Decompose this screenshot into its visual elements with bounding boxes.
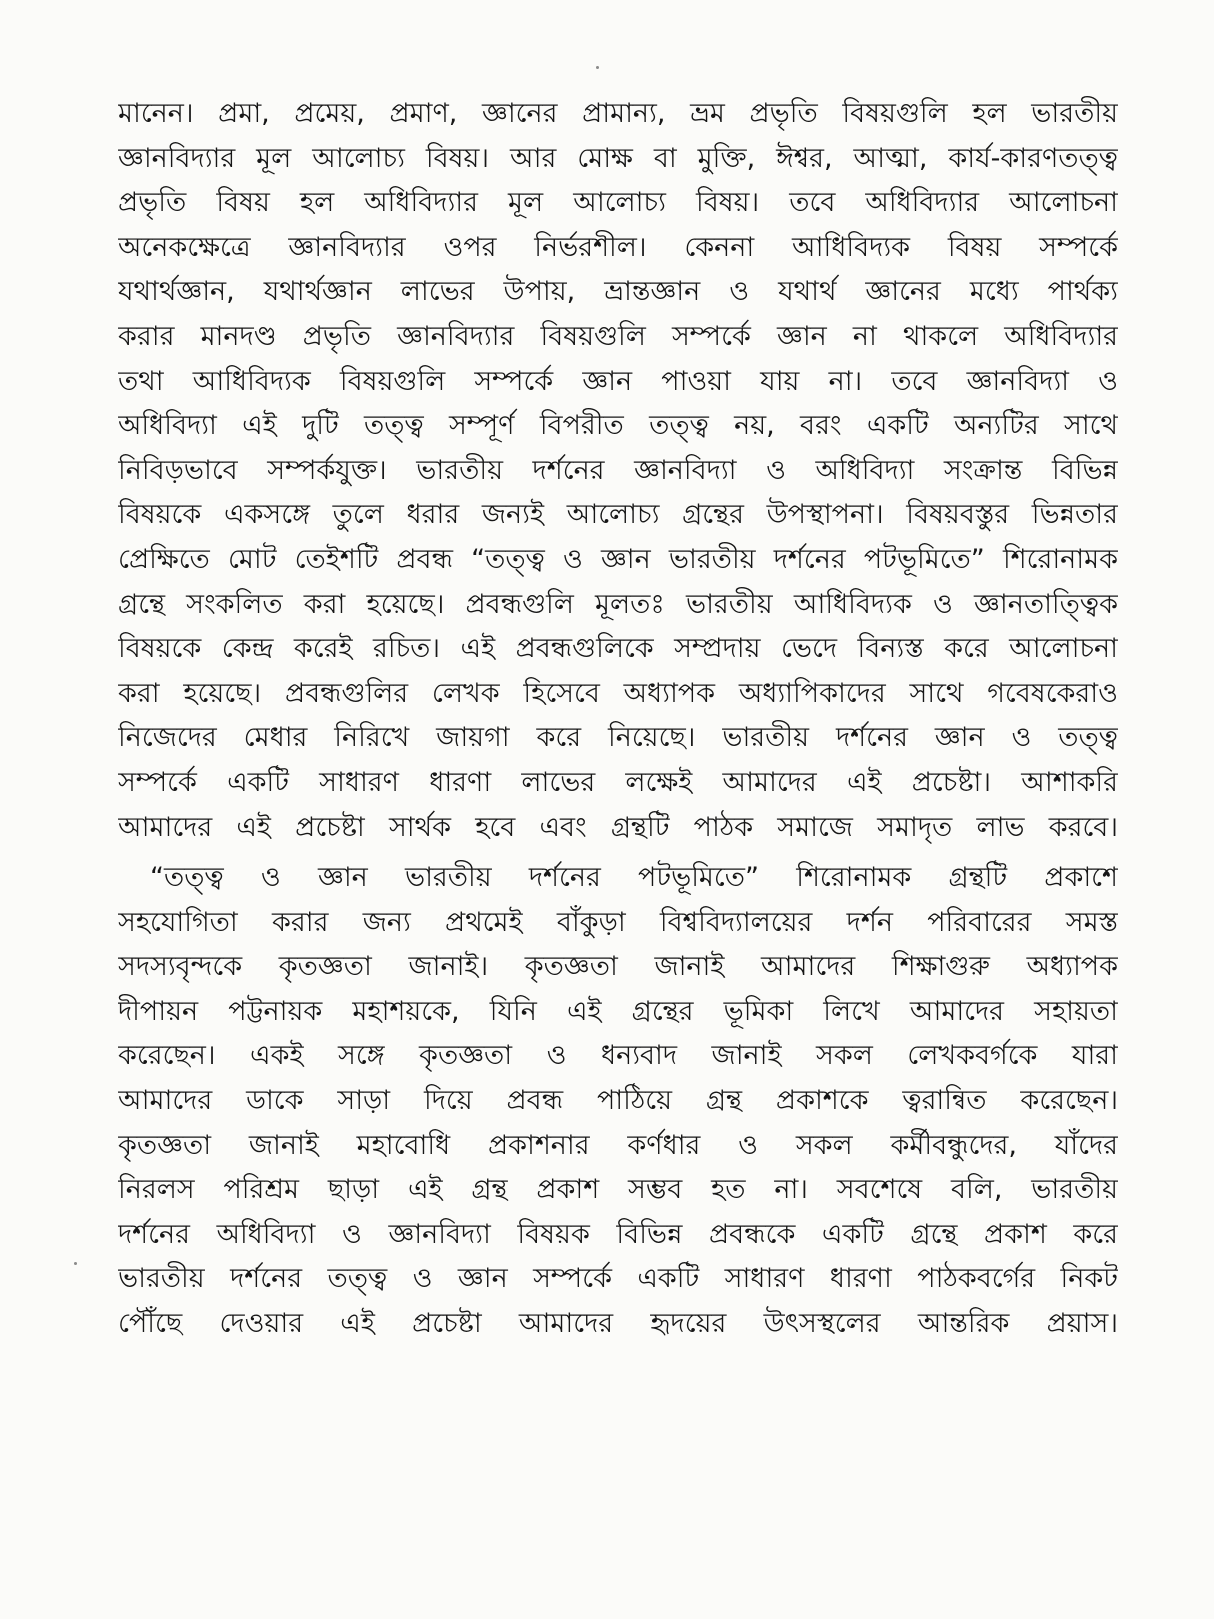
text-line: সম্পর্কে একটি সাধারণ ধারণা লাভের লক্ষেই আমাদের এই প্রচেষ্টা। আশাকরি — [118, 766, 1118, 798]
paragraph-1 — [118, 92, 1118, 850]
scan-speck — [74, 1262, 77, 1265]
text-line: অনেকক্ষেত্রে জ্ঞানবিদ্যার ওপর নির্ভরশীল। কেননা আধিবিদ্যক বিষয় সম্পর্কে — [118, 231, 1118, 263]
text-line: দীপায়ন পট্টনায়ক মহাশয়কে, যিনি এই গ্রন্থের ভূমিকা লিখে আমাদের সহায়তা — [118, 995, 1118, 1027]
text-line: তথা আধিবিদ্যক বিষয়গুলি সম্পর্কে জ্ঞান পাওয়া যায় না। তবে জ্ঞানবিদ্যা ও — [118, 365, 1118, 397]
text-line: সদস্যবৃন্দকে কৃতজ্ঞতা জানাই। কৃতজ্ঞতা জানাই আমাদের শিক্ষাগুরু অধ্যাপক — [118, 951, 1118, 983]
text-line: বিষয়কে কেন্দ্র করেই রচিত। এই প্রবন্ধগুলিকে সম্প্রদায় ভেদে বিন্যস্ত করে আলোচনা — [118, 633, 1118, 665]
text-line: করেছেন। একই সঙ্গে কৃতজ্ঞতা ও ধন্যবাদ জানাই সকল লেখকবর্গকে যারা — [118, 1040, 1118, 1072]
text-line: করা হয়েছে। প্রবন্ধগুলির লেখক হিসেবে অধ্যাপক অধ্যাপিকাদের সাথে গবেষকেরাও — [118, 677, 1118, 709]
text-line: অধিবিদ্যা এই দুটি তত্ত্ব সম্পূর্ণ বিপরীত তত্ত্ব নয়, বরং একটি অন্যটির সাথে — [118, 410, 1118, 442]
text-line: আমাদের ডাকে সাড়া দিয়ে প্রবন্ধ পাঠিয়ে গ্রন্থ প্রকাশকে ত্বরান্বিত করেছেন। — [118, 1085, 1118, 1117]
text-line: নিবিড়ভাবে সম্পর্কযুক্ত। ভারতীয় দর্শনের জ্ঞানবিদ্যা ও অধিবিদ্যা সংক্রান্ত বিভিন্ন — [118, 454, 1118, 486]
text-line: জ্ঞানবিদ্যার মূল আলোচ্য বিষয়। আর মোক্ষ বা মুক্তি, ঈশ্বর, আত্মা, কার্য-কারণতত্ত্ব — [118, 142, 1118, 174]
text-line: “তত্ত্ব ও জ্ঞান ভারতীয় দর্শনের পটভূমিতে” শিরোনামক গ্রন্থটি প্রকাশে — [150, 862, 1118, 894]
text-line: ভারতীয় দর্শনের তত্ত্ব ও জ্ঞান সম্পর্কে একটি সাধারণ ধারণা পাঠকবর্গের নিকট — [118, 1263, 1118, 1295]
text-line: গ্রন্থে সংকলিত করা হয়েছে। প্রবন্ধগুলি মূলতঃ ভারতীয় আধিবিদ্যক ও জ্ঞানতাত্ত্বিক — [118, 588, 1118, 620]
scan-speck — [596, 66, 599, 69]
text-line: প্রেক্ষিতে মোট তেইশটি প্রবন্ধ “তত্ত্ব ও জ্ঞান ভারতীয় দর্শনের পটভূমিতে” শিরোনামক — [118, 543, 1118, 575]
text-line: পৌঁছে দেওয়ার এই প্রচেষ্টা আমাদের হৃদয়ের উৎসস্থলের আন্তরিক প্রয়াস। — [118, 1308, 1118, 1340]
text-line: নিরলস পরিশ্রম ছাড়া এই গ্রন্থ প্রকাশ সম্ভব হত না। সবশেষে বলি, ভারতীয় — [118, 1174, 1118, 1206]
text-line: বিষয়কে একসঙ্গে তুলে ধরার জন্যই আলোচ্য গ্রন্থের উপস্থাপনা। বিষয়বস্তুর ভিন্নতার — [118, 499, 1118, 531]
body-text — [118, 92, 1118, 1347]
text-line: সহযোগিতা করার জন্য প্রথমেই বাঁকুড়া বিশ্ববিদ্যালয়ের দর্শন পরিবারের সমস্ত — [118, 906, 1118, 938]
text-line: নিজেদের মেধার নিরিখে জায়গা করে নিয়েছে। ভারতীয় দর্শনের জ্ঞান ও তত্ত্ব — [118, 722, 1118, 754]
text-line: করার মানদণ্ড প্রভৃতি জ্ঞানবিদ্যার বিষয়গুলি সম্পর্কে জ্ঞান না থাকলে অধিবিদ্যার — [118, 320, 1118, 352]
text-line: দর্শনের অধিবিদ্যা ও জ্ঞানবিদ্যা বিষয়ক বিভিন্ন প্রবন্ধকে একটি গ্রন্থে প্রকাশ করে — [118, 1218, 1118, 1250]
text-line: মানেন। প্রমা, প্রমেয়, প্রমাণ, জ্ঞানের প্রামান্য, ভ্রম প্রভৃতি বিষয়গুলি হল ভারতীয় — [118, 98, 1118, 129]
text-line: আমাদের এই প্রচেষ্টা সার্থক হবে এবং গ্রন্থটি পাঠক সমাজে সমাদৃত লাভ করবে। — [118, 811, 1118, 843]
paragraph-2 — [118, 856, 1118, 1347]
text-line: কৃতজ্ঞতা জানাই মহাবোধি প্রকাশনার কর্ণধার ও সকল কর্মীবন্ধুদের, যাঁদের — [118, 1129, 1118, 1161]
text-line: যথার্থজ্ঞান, যথার্থজ্ঞান লাভের উপায়, ভ্রান্তজ্ঞান ও যথার্থ জ্ঞানের মধ্যে পার্থক্য — [118, 276, 1118, 308]
text-line: প্রভৃতি বিষয় হল অধিবিদ্যার মূল আলোচ্য বিষয়। তবে অধিবিদ্যার আলোচনা — [118, 187, 1118, 219]
